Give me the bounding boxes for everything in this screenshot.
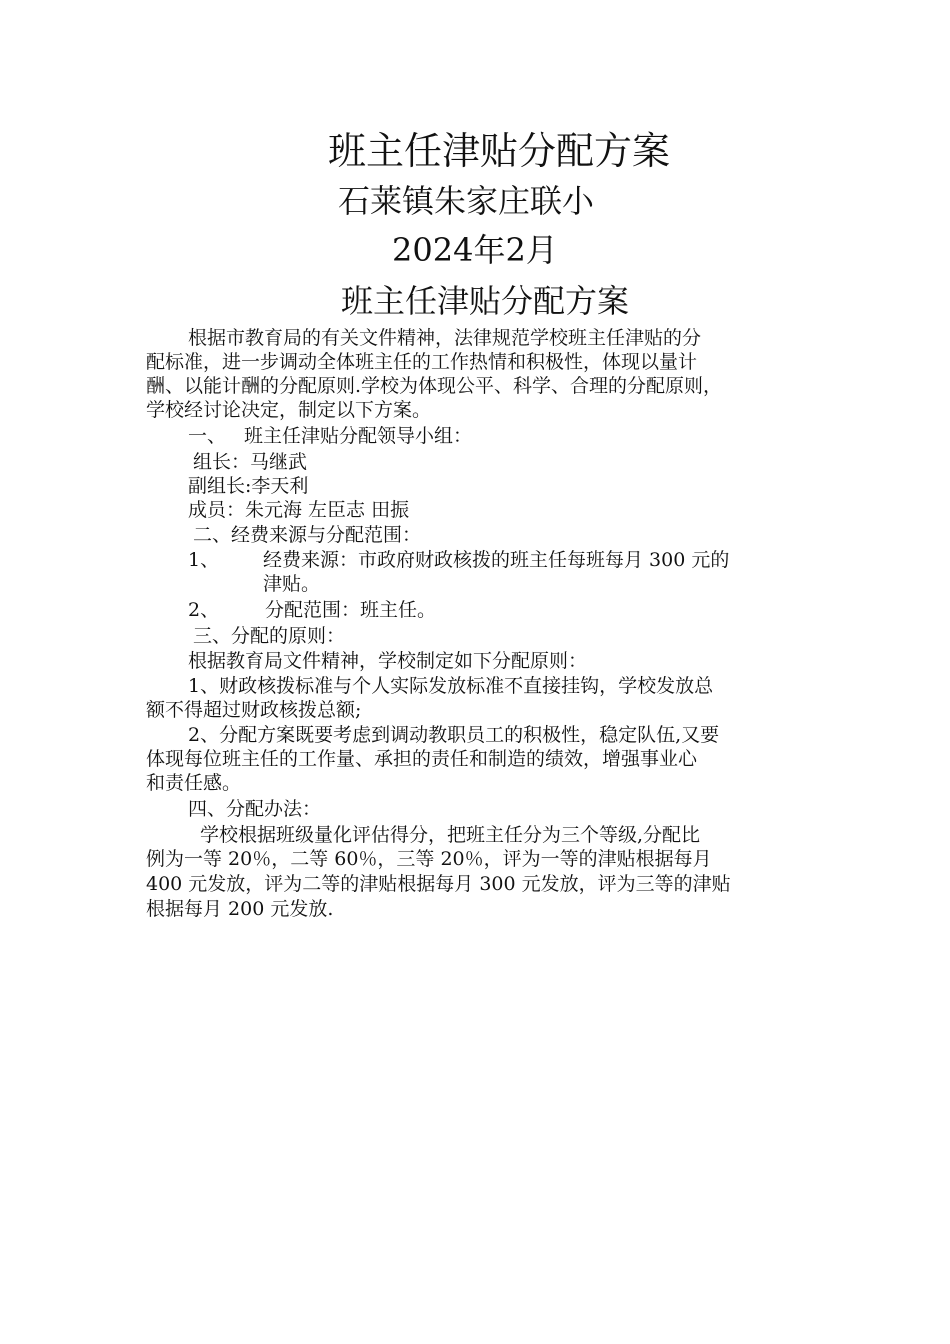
school-name: 石莱镇朱家庄联小 [338,182,595,220]
intro-line: 根据市教育局的有关文件精神，法律规范学校班主任津贴的分 [188,327,702,349]
section-4-line: 400 元发放，评为二等的津贴根据每月 300 元发放，评为三等的津贴 [146,873,731,895]
section-1-heading: 班主任津贴分配领导小组： [244,425,473,447]
group-members: 成员：朱元海 左臣志 田振 [188,499,410,521]
intro-line: 配标准，进一步调动全体班主任的工作热情和积极性，体现以量计 [146,351,698,373]
intro-line: 酬、以能计酬的分配原则.学校为体现公平、科学、合理的分配原则， [146,375,723,397]
group-deputy: 副组长:李天利 [188,475,309,497]
list-number: 2、 [188,599,220,621]
section-4-line: 根据每月 200 元发放. [146,898,334,920]
section-3-heading: 三、分配的原则： [193,625,346,647]
section-4-line: 学校根据班级量化评估得分，把班主任分为三个等级,分配比 [200,824,701,846]
rule-1-line: 额不得超过财政核拨总额; [146,699,362,721]
document-date: 2024年2月 [392,231,558,269]
intro-line: 学校经讨论决定，制定以下方案。 [146,399,432,421]
rule-2-line: 2、分配方案既要考虑到调动教职员工的积极性，稳定队伍,又要 [188,724,720,746]
rule-2-line: 和责任感。 [146,772,242,794]
group-leader: 组长：马继武 [193,451,308,473]
funding-source-cont: 津贴。 [263,573,321,595]
document-title: 班主任津贴分配方案 [328,129,671,173]
section-4-heading: 四、分配办法： [188,798,322,820]
section-4-line: 例为一等 20％，二等 60％，三等 20％，评为一等的津贴根据每月 [146,848,712,870]
section-2-heading: 二、经费来源与分配范围： [193,524,422,546]
section-3-intro: 根据教育局文件精神，学校制定如下分配原则： [188,650,588,672]
distribution-scope: 分配范围：班主任。 [265,599,437,621]
rule-1-line: 1、财政核拨标准与个人实际发放标准不直接挂钩，学校发放总 [188,675,714,697]
document-title-repeat: 班主任津贴分配方案 [341,282,630,320]
section-1-number: 一、 [188,425,227,447]
list-number: 1、 [188,549,220,571]
rule-2-line: 体现每位班主任的工作量、承担的责任和制造的绩效，增强事业心 [146,748,698,770]
funding-source: 经费来源：市政府财政核拨的班主任每班每月 300 元的 [263,549,730,571]
